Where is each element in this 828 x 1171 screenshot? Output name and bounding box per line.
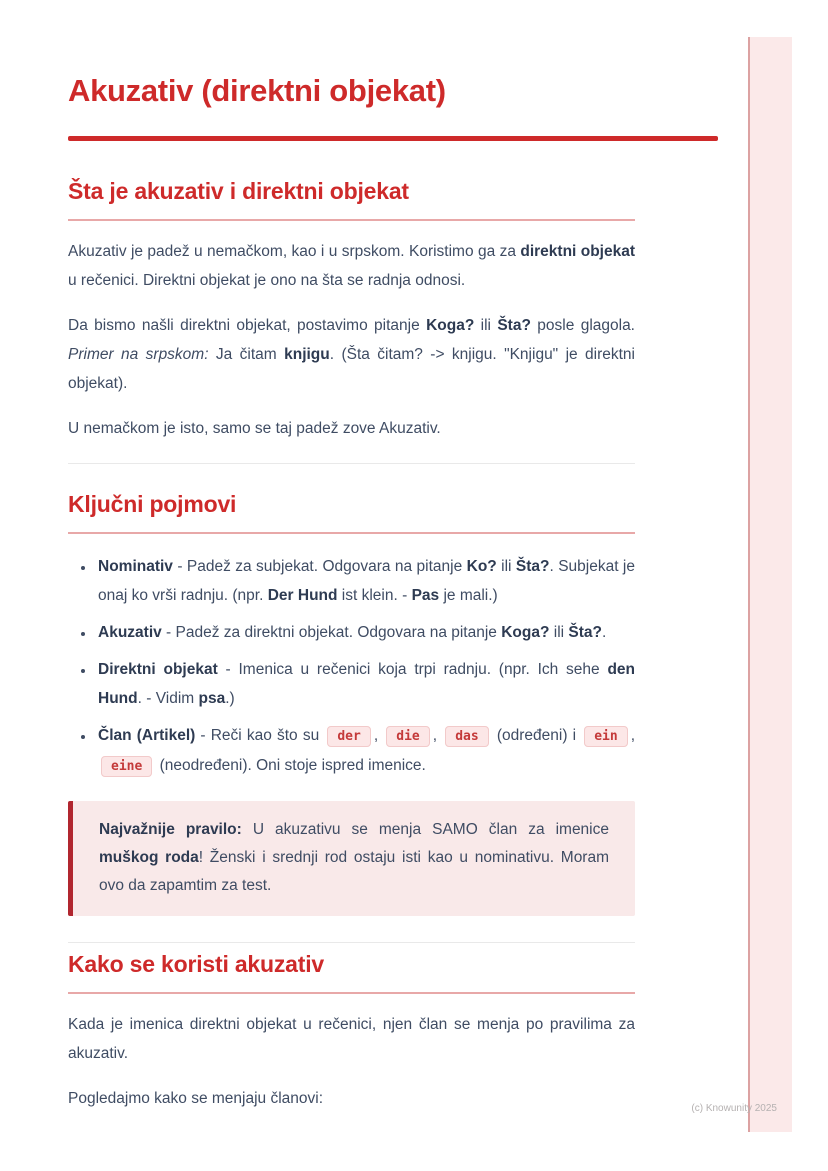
- section: [68, 950, 635, 1113]
- section-heading-underline: [68, 992, 635, 994]
- text-segment: . Subjekat je onaj ko vrši radnju. (npr.: [98, 558, 635, 604]
- section-heading: Šta je akuzativ i direktni objekat: [68, 178, 409, 204]
- text-segment: Šta?: [497, 317, 531, 334]
- text-segment: Ko?: [466, 558, 497, 575]
- text-segment: direktni objekat: [520, 243, 635, 260]
- text-segment: ,: [630, 727, 635, 744]
- copyright-footer: (c) Knowunity 2025: [691, 1103, 777, 1114]
- text-segment: je mali.): [439, 587, 498, 604]
- section: [68, 490, 635, 943]
- callout-text: [99, 816, 609, 900]
- inline-code-chip: ein: [584, 726, 627, 747]
- text-segment: ! Ženski i srednji rod ostaju isti kao u nominativu. Moram ovo da zapamtim za test.: [99, 849, 610, 894]
- section-heading-underline: [68, 532, 635, 534]
- text-segment: Da bismo našli direktni objekat, postavimo pitanje: [68, 317, 427, 334]
- text-segment: (određeni) i: [491, 727, 582, 744]
- text-segment: - Imenica u rečenici koja trpi radnju. (npr. Ich sehe: [217, 661, 608, 678]
- inline-code-chip: eine: [101, 756, 152, 777]
- inline-code-chip: der: [327, 726, 370, 747]
- text-segment: Direktni objekat: [98, 661, 218, 678]
- list-item: [95, 552, 635, 610]
- text-segment: - Padež za direktni objekat. Odgovara na pitanje: [161, 624, 502, 641]
- list-item: [95, 618, 635, 647]
- text-segment: Akuzativ je padež u nemačkom, kao i u srpskom. Koristimo ga za: [68, 243, 521, 260]
- text-segment: Akuzativ: [98, 624, 162, 641]
- text-segment: Nominativ: [98, 558, 173, 575]
- text-segment: U nemačkom je isto, samo se taj padež zove Akuzativ.: [68, 420, 441, 437]
- text-segment: Najvažnije pravilo:: [99, 821, 242, 838]
- text-segment: ,: [373, 727, 384, 744]
- text-segment: ,: [432, 727, 443, 744]
- callout-box: [68, 801, 635, 916]
- text-segment: Kada je imenica direktni objekat u rečenici, njen član se menja po pravilima za akuzativ.: [68, 1016, 635, 1062]
- text-segment: Pas: [411, 587, 440, 604]
- section-divider: [68, 942, 635, 943]
- text-segment: . (Šta čitam? -> knjigu. "Knjigu" je direktni objekat).: [68, 346, 635, 392]
- paragraph: [68, 1010, 635, 1068]
- text-segment: ili: [496, 558, 516, 575]
- text-segment: posle glagola.: [530, 317, 635, 334]
- text-segment: .): [225, 690, 235, 707]
- text-segment: Koga?: [501, 624, 550, 641]
- bullet-list: [68, 552, 635, 781]
- text-segment: Šta?: [568, 624, 602, 641]
- side-strip: [748, 37, 792, 1132]
- text-segment: Član (Artikel): [98, 727, 196, 744]
- list-item: [95, 655, 635, 713]
- title-underline: [68, 136, 718, 141]
- text-segment: Primer na srpskom:: [68, 346, 209, 363]
- page-title: Akuzativ (direktni objekat): [68, 73, 446, 108]
- text-segment: . - Vidim: [137, 690, 199, 707]
- text-segment: - Reči kao što su: [195, 727, 325, 744]
- text-segment: U akuzativu se menja SAMO član za imenice: [241, 821, 609, 838]
- text-segment: Pogledajmo kako se menjaju članovi:: [68, 1090, 324, 1107]
- text-segment: ili: [474, 317, 498, 334]
- section-heading-underline: [68, 219, 635, 221]
- list-item: [95, 721, 635, 781]
- text-segment: Der Hund: [267, 587, 338, 604]
- inline-code-chip: das: [445, 726, 488, 747]
- text-segment: ist klein. -: [337, 587, 412, 604]
- text-segment: den Hund: [98, 661, 636, 707]
- section-divider: [68, 463, 635, 464]
- paragraph: [68, 237, 635, 295]
- text-segment: Šta?: [515, 558, 550, 575]
- section-heading: Ključni pojmovi: [68, 491, 237, 517]
- text-segment: (neodređeni). Oni stoje ispred imenice.: [155, 757, 426, 774]
- section-heading: Kako se koristi akuzativ: [68, 951, 324, 977]
- text-segment: - Padež za subjekat. Odgovara na pitanje: [172, 558, 467, 575]
- paragraph: [68, 311, 635, 398]
- inline-code-chip: die: [386, 726, 429, 747]
- section: [68, 177, 635, 464]
- text-segment: knjigu: [284, 346, 330, 363]
- text-segment: u rečenici. Direktni objekat je ono na šta se radnja odnosi.: [68, 272, 466, 289]
- paragraph: [68, 1084, 635, 1113]
- text-segment: psa: [198, 690, 226, 707]
- text-segment: .: [602, 624, 607, 641]
- text-segment: Ja čitam: [208, 346, 285, 363]
- text-segment: ili: [549, 624, 569, 641]
- text-segment: Koga?: [426, 317, 475, 334]
- text-segment: muškog roda: [99, 849, 199, 866]
- paragraph: [68, 414, 635, 443]
